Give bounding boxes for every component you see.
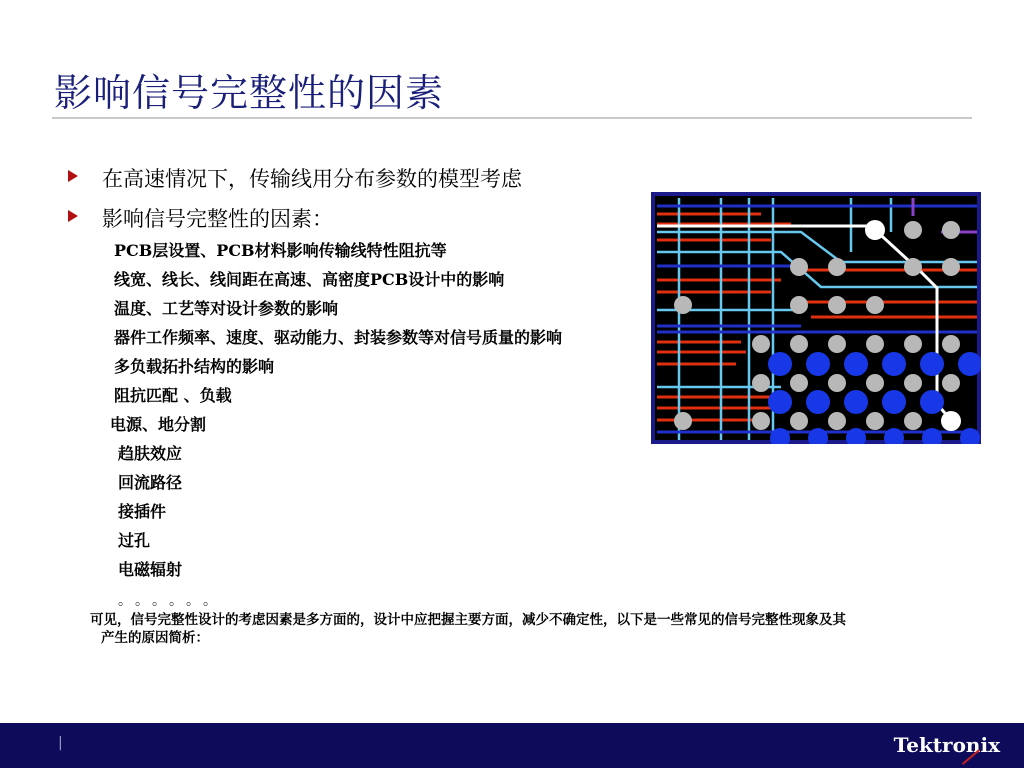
ellipsis-dots: 。。。。。。 — [118, 593, 227, 609]
summary-paragraph — [90, 611, 980, 647]
factor-item: 接插件 — [118, 502, 167, 521]
factor-item: 过孔 — [118, 531, 151, 550]
page-marker: | — [58, 735, 63, 751]
factor-item: 趋肤效应 — [118, 444, 183, 463]
slide-title: 影响信号完整性的因素 — [54, 71, 445, 115]
bullet-triangle-icon — [68, 210, 78, 222]
footer-bar — [0, 723, 1024, 768]
factor-item: 线宽、线长、线间距在高速、高密度PCB设计中的影响 — [114, 270, 505, 289]
tektronix-logo: Tektronix — [893, 733, 1000, 757]
factor-item: 器件工作频率、速度、驱动能力、封装参数等对信号质量的影响 — [114, 328, 563, 347]
summary-line-1: 可见，信号完整性设计的考虑因素是多方面的，设计中应把握主要方面，减少不确定性，以下是一些常见的信号完整性现象及其 — [90, 612, 846, 628]
factor-item: 回流路径 — [118, 473, 183, 492]
factor-item: 电磁辐射 — [118, 560, 183, 579]
bullet-text: 影响信号完整性的因素： — [102, 207, 333, 231]
factor-item: 多负载拓扑结构的影响 — [114, 357, 275, 376]
factor-item: PCB层设置、PCB材料影响传输线特性阻抗等 — [114, 241, 447, 260]
pcb-graphic — [651, 192, 981, 444]
title-divider — [52, 117, 972, 119]
factor-item: 电源、地分割 — [110, 415, 207, 434]
bullet-triangle-icon — [68, 170, 78, 182]
factor-item: 阻抗匹配 、负载 — [114, 386, 232, 405]
pcb-illustration — [651, 192, 981, 444]
bullet-text: 在高速情况下，传输线用分布参数的模型考虑 — [102, 167, 522, 191]
factor-item: 温度、工艺等对设计参数的影响 — [114, 299, 339, 318]
summary-line-2: 产生的原因简析： — [101, 630, 209, 646]
